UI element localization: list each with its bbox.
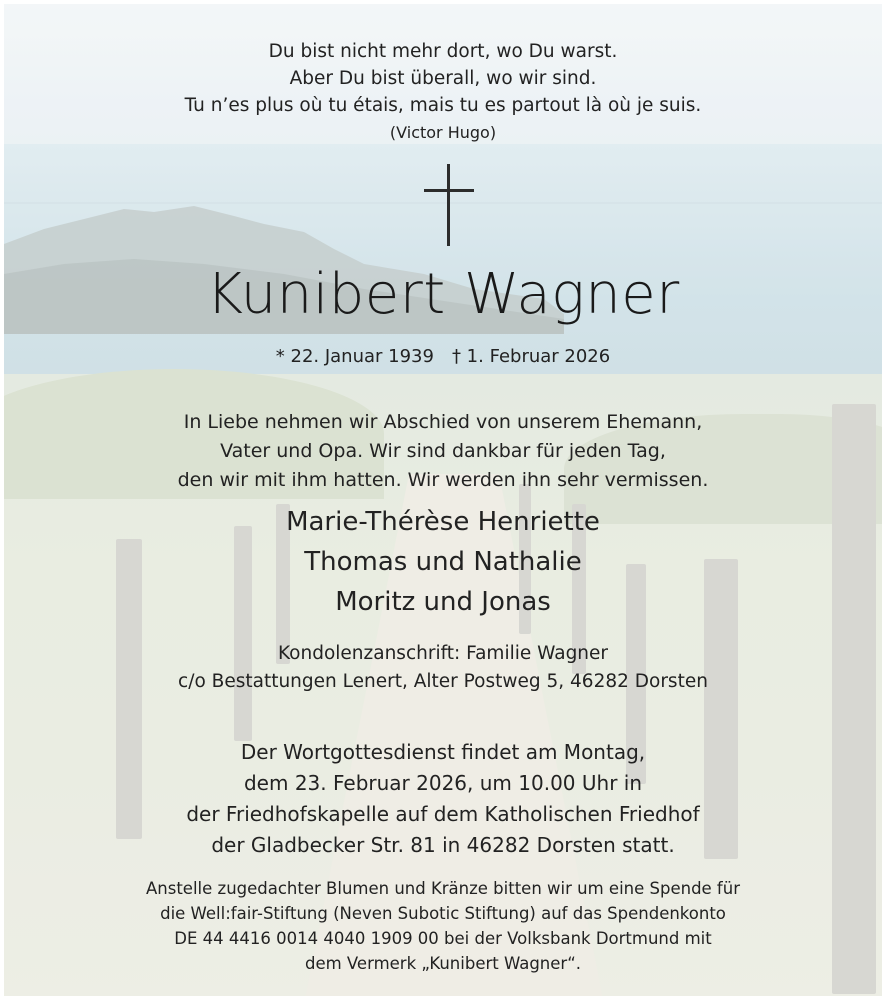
service-line: Der Wortgottesdienst findet am Montag, <box>240 740 646 764</box>
family-member: Marie-Thérèse Henriette <box>286 507 600 537</box>
deceased-name: Kunibert Wagner <box>206 262 680 327</box>
donation-line: DE 44 4416 0014 4040 1909 00 bei der Volksbank Dortmund mit <box>174 929 712 948</box>
service-info <box>4 737 882 861</box>
donation-request <box>4 876 882 976</box>
address-line: Kondolenzanschrift: Familie Wagner <box>277 643 609 664</box>
life-dates <box>4 346 882 367</box>
family-names <box>4 502 882 622</box>
donation-line: dem Vermerk „Kunibert Wagner“. <box>304 954 581 973</box>
donation-line: Anstelle zugedachter Blumen und Kränze bitten wir um eine Spende für <box>146 879 740 898</box>
quote-line: Aber Du bist überall, wo wir sind. <box>289 68 597 89</box>
farewell-line: den wir mit ihm hatten. Wir werden ihn sehr vermissen. <box>177 469 709 491</box>
service-line: der Friedhofskapelle auf dem Katholischen Friedhof <box>186 802 700 826</box>
obituary-text <box>4 4 882 996</box>
family-member: Moritz und Jonas <box>335 587 551 617</box>
address-line: c/o Bestattungen Lenert, Alter Postweg 5, 46282 Dorsten <box>178 671 708 692</box>
cross-icon <box>424 164 474 246</box>
quote-block <box>4 38 882 146</box>
condolence-address <box>4 640 882 696</box>
farewell-line: Vater und Opa. Wir sind dankbar für jeden Tag, <box>220 440 666 462</box>
farewell-text <box>4 408 882 495</box>
service-line: dem 23. Februar 2026, um 10.00 Uhr in <box>243 771 643 795</box>
donation-line: die Well:fair-Stiftung (Neven Subotic Stiftung) auf das Spendenkonto <box>160 904 726 923</box>
death-date: † 1. Februar 2026 <box>451 346 611 367</box>
quote-line: Tu n’es plus où tu étais, mais tu es partout là où je suis. <box>184 95 702 116</box>
obituary-card <box>4 4 882 996</box>
birth-date: * 22. Januar 1939 <box>275 346 434 367</box>
farewell-line: In Liebe nehmen wir Abschied von unserem Ehemann, <box>183 411 703 433</box>
service-line: der Gladbecker Str. 81 in 46282 Dorsten statt. <box>211 833 675 857</box>
quote-source: (Victor Hugo) <box>389 123 497 142</box>
quote-line: Du bist nicht mehr dort, wo Du warst. <box>268 41 618 62</box>
family-member: Thomas und Nathalie <box>304 547 582 577</box>
